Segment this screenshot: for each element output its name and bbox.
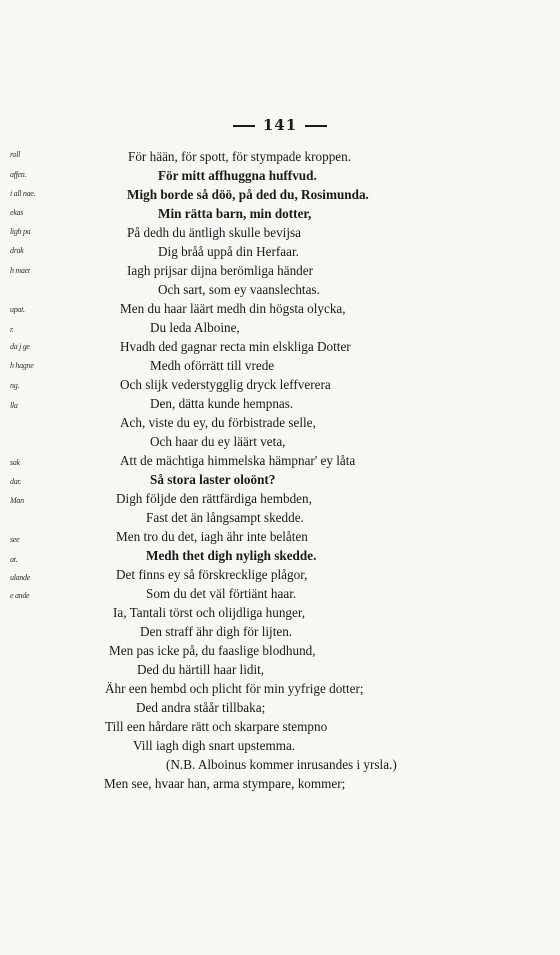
margin-note: dar. [10,477,22,486]
verse-line: Vill iagh digh snart upstemma. [133,738,296,753]
verse-line: Ähr een hembd och plicht för min yyfrige dotter; [105,681,364,696]
stage-direction: (N.B. Alboinus kommer inrusandes i yrsla.) [166,757,397,772]
page-header [0,116,560,134]
verse-line: Men pas icke på, du faaslige blodhund, [109,643,316,658]
verse-line: Du leda Alboine, [150,320,240,335]
margin-note: ekas [10,208,24,217]
margin-note: e ande [10,591,30,600]
verse-line: För mitt affhuggna huffvud. [158,168,317,183]
verse-line: Iagh prijsar dijna berömliga händer [127,263,314,278]
verse-line: Men tro du det, iagh ähr inte belåten [116,529,308,544]
margin-note: sak [10,458,20,467]
verse-line: Fast det än långsampt skedde. [146,510,304,525]
margin-note: upat. [10,305,25,314]
verse-line: Den, dätta kunde hempnas. [150,396,294,411]
margin-note: ulande [10,573,30,582]
verse-line: Men du haar läärt medh din högsta olycka, [120,301,346,316]
margin-note: affen. [10,170,27,179]
margin-note: Man [10,496,24,505]
verse-line: Ia, Tantali törst och olijdliga hunger, [113,605,306,620]
margin-note: r. [10,325,14,334]
left-margin-notes [4,0,44,955]
margin-note: h hagne [10,361,34,370]
margin-note: roll [10,150,21,159]
margin-note: i all nae. [10,189,36,198]
verse-line: Digh följde den rättfärdiga hembden, [116,491,312,506]
margin-note: da j ge [10,342,30,351]
verse-line: Dig bråå uppå din Herfaar. [158,244,299,259]
margin-note: at. [10,555,18,564]
header-dash-left [233,125,255,127]
verse-line: Medh oförrätt till vrede [150,358,275,373]
page-number: 141 [262,116,298,134]
verse-line: Och sart, som ey vaanslechtas. [158,282,320,297]
verse-line: Som du det väl förtiänt haar. [146,586,297,601]
verse-line: Hvadh ded gagnar recta min elskliga Dotter [120,339,351,354]
verse-line: Ach, viste du ey, du förbistrade selle, [120,415,316,430]
verse-line: Det finns ey så förskreckligе plågor, [116,567,308,582]
verse-line: Den straff ähr digh för lijten. [140,624,293,639]
verse-line: För hään, för spott, för stympade kroppen. [128,149,352,164]
verse-line: Men see, hvaar han, arma stympare, kommer; [104,776,346,791]
margin-note: see [10,535,20,544]
verse-line: Och slijk vederstygglig dryck leffverera [120,377,331,392]
margin-note: ligh pa [10,227,31,236]
verse-line: Och haar du ey läärt veta, [150,434,286,449]
verse-line: Medh thet digh nyligh skedde. [146,548,317,563]
margin-note: lla [10,401,18,410]
verse-line: Till een hårdare rätt och skarpare stempno [105,719,328,734]
header-dash-right [305,125,327,127]
verse-line: Att de mächtiga himmelska hämpnar' ey låta [120,453,356,468]
verse-line: Min rätta barn, min dotter, [158,206,312,221]
margin-note: drak [10,246,24,255]
verse-line: Migh borde så döö, på ded du, Rosimunda. [127,187,369,202]
margin-note: ng. [10,381,20,390]
verse-line: På dedh du äntligh skulle bevijsa [127,225,301,240]
verse-line: Ded du härtill haar lidit, [137,662,265,677]
verse-line: Så stora laster oloönt? [150,472,276,487]
margin-note: h maet [10,266,30,275]
verse-line: Ded andra ståår tillbaka; [136,700,266,715]
